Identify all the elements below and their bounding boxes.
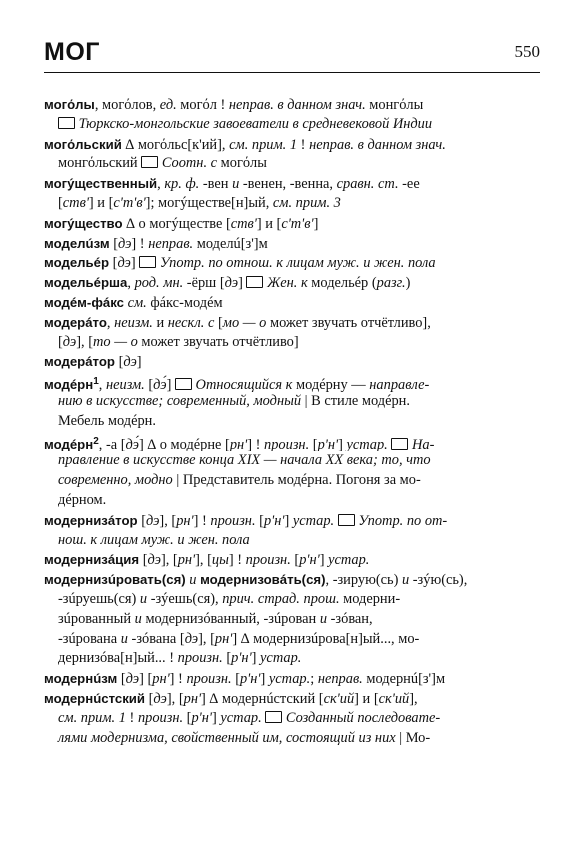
text-run: [ — [145, 690, 154, 707]
entry-line — [44, 610, 540, 630]
text-run: [ — [117, 671, 126, 688]
homonym-number: 2 — [93, 435, 99, 447]
text-run: [ — [183, 709, 192, 726]
text-run: -ёрш [ — [183, 275, 225, 292]
text-run: [ — [114, 354, 124, 371]
dictionary-entry — [44, 135, 540, 175]
text-run: ], [ — [76, 333, 94, 350]
text-run: ! — [125, 709, 138, 726]
dictionary-entry — [44, 174, 540, 214]
dictionary-entry — [44, 313, 540, 353]
text-run: ] — [313, 215, 319, 232]
italic-text: см. прим. 3 — [272, 194, 341, 211]
italic-text: устар. — [260, 650, 302, 667]
entry-line — [44, 174, 540, 194]
text-run: [ — [58, 194, 63, 211]
entry-line — [44, 432, 540, 452]
italic-text: произн. — [210, 512, 256, 529]
italic-text: Созданный последовате- — [282, 709, 441, 726]
italic-text: и — [120, 630, 128, 647]
entry-line — [44, 154, 540, 174]
dictionary-entry — [44, 550, 540, 570]
text-run: -зýю(сь), — [409, 572, 468, 589]
text-run: [ — [309, 436, 318, 452]
entry-line — [44, 511, 540, 531]
italic-text: сравн. ст. — [336, 176, 399, 193]
text-run: зúрованный — [58, 610, 135, 627]
dictionary-entry — [44, 432, 540, 511]
text-run: [ — [222, 650, 232, 667]
entry-line — [44, 214, 540, 234]
header-rule — [44, 72, 540, 73]
italic-text: р'н' — [239, 671, 261, 688]
italic-text: и — [232, 176, 240, 193]
text-run: ] ! — [131, 235, 149, 252]
entry-line — [44, 451, 540, 471]
text-run: -зýешь(ся), — [147, 590, 223, 607]
entry-headword: моделúзм — [44, 235, 110, 251]
page-number: 550 — [514, 42, 540, 61]
italic-text: дэ — [125, 671, 140, 688]
italic-text: дэ — [224, 275, 239, 292]
text-run: [ — [109, 235, 118, 252]
italic-text: дэ — [184, 630, 199, 647]
entry-headword: могόлы — [44, 97, 95, 112]
text-run: и — [152, 314, 168, 331]
italic-text: и — [401, 572, 410, 589]
text-run: -зúруешь(ся) — [58, 590, 140, 607]
entry-headword: модернизовáть(ся) — [200, 572, 326, 588]
italic-text: неправ. — [148, 235, 194, 252]
text-run: ] ! — [193, 512, 211, 529]
dictionary-entry — [44, 95, 540, 135]
text-run: монгόлы — [365, 97, 424, 113]
italic-text: Тюркско-монгольские завоеватели в средневековой Индии — [75, 115, 433, 132]
italic-text: дэ — [62, 333, 77, 350]
italic-text: ед. — [159, 97, 177, 113]
text-run: ], [ — [166, 690, 184, 707]
text-run: [ — [109, 255, 118, 272]
italic-text: и — [139, 590, 148, 607]
definition-box-icon — [246, 276, 263, 288]
text-run: -венен, -венна, — [239, 176, 337, 193]
italic-text: лями модернизма, свойственный им, состоящий из них — [58, 729, 396, 746]
italic-text: дэ́ — [153, 377, 167, 392]
dictionary-entry — [44, 372, 540, 431]
page-header — [44, 37, 540, 67]
italic-text: неправ. в данном знач. — [309, 136, 446, 153]
entry-line — [44, 293, 540, 313]
italic-text: неизм. — [105, 377, 145, 392]
italic-text: см. прим. 1 — [229, 136, 298, 153]
text-run: монгόльский — [58, 155, 142, 172]
italic-text: устар. — [220, 709, 262, 726]
text-run: могόлы — [217, 155, 267, 172]
text-run: дéрном. — [58, 491, 107, 508]
definition-box-icon — [58, 117, 75, 129]
italic-text: ск'ий — [378, 690, 410, 707]
text-run: ], [ — [159, 512, 177, 529]
text-run: ] — [284, 512, 293, 529]
dictionary-entry — [44, 253, 540, 273]
dictionary-entry — [44, 214, 540, 234]
entry-line — [44, 313, 540, 333]
italic-text: дэ — [147, 552, 161, 569]
text-run: | Мо- — [395, 729, 431, 746]
entry-line — [44, 630, 540, 650]
text-run: ], [ — [198, 630, 215, 647]
text-run: , — [157, 176, 165, 193]
entry-line — [44, 412, 540, 432]
italic-text: род. мн. — [134, 275, 184, 292]
italic-text: р'н' — [191, 709, 212, 726]
italic-text: рн' — [229, 436, 248, 452]
text-run: ] и [ — [88, 194, 114, 211]
entry-line — [44, 649, 540, 669]
italic-text: дэ — [117, 235, 132, 252]
text-run: , могόлов, — [94, 97, 160, 113]
definition-box-icon — [338, 514, 355, 526]
entry-headword: модернизúровать(ся) — [44, 572, 186, 588]
entry-line — [44, 194, 540, 214]
text-run: ; — [310, 671, 318, 688]
entry-line — [44, 590, 540, 610]
entry-line — [44, 531, 540, 551]
text-run: модéрну — — [292, 377, 370, 392]
italic-text: Соотн. с — [158, 155, 218, 172]
entry-line — [44, 709, 540, 729]
italic-text: прич. страд. прош. — [222, 590, 340, 607]
text-run: -зóвана [ — [127, 630, 185, 647]
text-run: ] — [130, 255, 140, 272]
italic-text: На- — [408, 436, 435, 452]
text-run: модернú[з']м — [362, 671, 446, 688]
text-run: ] ∆ модернúстский [ — [201, 690, 324, 707]
text-run: [ — [58, 333, 63, 350]
italic-text: произн. — [264, 436, 310, 452]
text-run: ] — [238, 275, 247, 292]
text-run: могόл ! — [176, 97, 229, 113]
text-run: ], [ — [195, 552, 212, 569]
text-run: | Представитель модéрна. Погоня за мо- — [172, 472, 421, 489]
text-run: ] ! — [228, 552, 246, 569]
entry-headword: модельéрша — [44, 275, 128, 291]
italic-text: устар. — [346, 436, 388, 452]
text-run: [ — [255, 512, 264, 529]
italic-text: направле- — [369, 377, 430, 392]
text-run: ] — [260, 671, 269, 688]
text-run: | В стиле модéрн. — [301, 392, 410, 409]
italic-text: рн' — [176, 512, 194, 529]
text-run: ) — [405, 275, 411, 292]
italic-text: рн' — [177, 552, 196, 569]
text-run: моделú[з']м — [193, 235, 268, 252]
entry-line — [44, 570, 540, 590]
text-run: ] ! — [169, 671, 187, 688]
text-run: дернизóва[н]ый... ! — [58, 650, 178, 667]
italic-text: р'н' — [317, 436, 339, 452]
text-run: [ — [231, 671, 240, 688]
running-head: МОГ — [44, 38, 100, 66]
italic-text: и — [319, 610, 328, 627]
entry-line — [44, 234, 540, 254]
italic-text: дэ — [117, 255, 131, 272]
entry-headword: модерáтор — [44, 354, 115, 370]
text-run: ] ! — [247, 436, 265, 452]
definition-box-icon — [141, 156, 158, 168]
italic-text: р'н' — [299, 552, 320, 569]
dictionary-entry — [44, 570, 540, 669]
entry-line — [44, 392, 540, 412]
text-run: ] — [211, 709, 221, 726]
text-run: , -а [ — [98, 436, 126, 452]
text-run: , — [98, 377, 106, 392]
italic-text: дэ — [145, 512, 160, 529]
dictionary-entry — [44, 273, 540, 293]
entry-headword: модерáто — [44, 314, 107, 330]
italic-text: и — [189, 572, 197, 589]
italic-text: см. — [127, 294, 147, 311]
entry-headword: могýщественный — [44, 176, 158, 192]
text-run: ]; могýществе[н]ый, — [145, 194, 273, 211]
italic-text: произн. — [177, 650, 223, 667]
entry-line — [44, 135, 540, 155]
text-run: ] [ — [139, 671, 153, 688]
italic-text: то — о — [93, 333, 138, 350]
italic-text: устар. — [292, 512, 335, 529]
italic-text: дэ — [153, 690, 167, 707]
entry-line — [44, 273, 540, 293]
italic-text: произн. — [137, 709, 184, 726]
entry-headword: могýщество — [44, 215, 123, 231]
italic-text: Жен. к — [263, 275, 308, 292]
text-run: ] — [319, 552, 329, 569]
italic-text: с'т'в' — [113, 194, 146, 211]
text-run: ] и [ — [256, 215, 282, 232]
text-run: , — [127, 275, 135, 292]
entry-headword: могόльский — [44, 136, 122, 152]
text-run: ] — [136, 354, 142, 371]
dictionary-entries — [44, 95, 540, 748]
text-run: -вен — [199, 176, 233, 193]
definition-box-icon — [391, 438, 408, 450]
entry-line — [44, 689, 540, 709]
italic-text: устар. — [268, 671, 311, 688]
text-run: ] — [166, 377, 175, 392]
entry-line — [44, 471, 540, 491]
italic-text: р'н' — [263, 512, 285, 529]
entry-line — [44, 669, 540, 689]
italic-text: Употр. по от- — [354, 512, 448, 529]
text-run: ] ∆ о модéрне [ — [138, 436, 230, 452]
entry-headword: модельéр — [44, 255, 110, 271]
text-run: [ — [214, 314, 223, 331]
text-run: -зóван, — [327, 610, 373, 627]
text-run: ] — [251, 650, 261, 667]
italic-text: произн. — [186, 671, 232, 688]
dictionary-entry — [44, 234, 540, 254]
text-run: ∆ могόльс[к'ий], — [121, 136, 230, 153]
italic-text: рн' — [183, 690, 202, 707]
italic-text: рн' — [214, 630, 233, 647]
italic-text: ств' — [62, 194, 89, 211]
entry-line — [44, 729, 540, 749]
text-run: ∆ о могýществе [ — [122, 215, 231, 232]
entry-headword: модернизáция — [44, 552, 140, 568]
text-run: модернизóванный, -зúрован — [141, 610, 320, 627]
text-run: ] — [338, 436, 347, 452]
italic-text: современно, модно — [58, 472, 173, 489]
entry-headword: модернúзм — [44, 671, 118, 687]
italic-text: цы — [211, 552, 229, 569]
italic-text: разг. — [376, 275, 406, 292]
entry-headword: модернизáтор — [44, 512, 138, 528]
entry-line — [44, 352, 540, 372]
italic-text: ств' — [230, 215, 257, 232]
definition-box-icon — [175, 378, 192, 390]
entry-headword: модéрн — [44, 377, 94, 392]
dictionary-entry — [44, 352, 540, 372]
definition-box-icon — [139, 256, 156, 268]
italic-text: ск'ий — [323, 690, 355, 707]
italic-text: дэ — [123, 354, 137, 371]
text-run: ] ∆ модернизúрова[н]ый..., мо- — [232, 630, 420, 647]
italic-text: дэ́ — [125, 436, 139, 452]
definition-box-icon — [265, 711, 282, 723]
italic-text: нош. к лицам муж. и жен. пола — [58, 531, 250, 548]
italic-text: р'н' — [231, 650, 252, 667]
italic-text: правление в искусстве конца XIX — начала XX века; то, что — [58, 452, 431, 469]
entry-line — [44, 550, 540, 570]
text-run: ! — [297, 136, 310, 153]
italic-text: с'т'в' — [281, 215, 314, 232]
text-run: может звучать отчётливо], — [266, 314, 431, 331]
text-run: фáкс-модéм — [146, 294, 223, 311]
text-run: ], — [409, 690, 418, 707]
italic-text: произн. — [245, 552, 291, 569]
entry-headword: модéрн — [44, 436, 94, 452]
text-run: [ — [290, 552, 300, 569]
text-run: ], [ — [160, 552, 178, 569]
italic-text: мо — о — [222, 314, 267, 331]
dictionary-entry — [44, 293, 540, 313]
entry-headword: модернúстский — [44, 690, 146, 706]
text-run: [ — [144, 377, 154, 392]
italic-text: рн' — [152, 671, 170, 688]
text-run: Мебель модéрн. — [58, 412, 156, 429]
text-run: ] и [ — [354, 690, 379, 707]
italic-text: и — [134, 610, 142, 627]
text-run: -зúрована — [58, 630, 121, 647]
dictionary-entry — [44, 511, 540, 551]
entry-line — [44, 115, 540, 135]
italic-text: неправ. — [317, 671, 363, 688]
entry-headword: модéм-фáкс — [44, 294, 124, 310]
text-run: , -зирую(сь) — [325, 572, 402, 589]
italic-text: Употр. по отнош. к лицам муж. и жен. пола — [156, 255, 436, 272]
text-run: -ее — [398, 176, 420, 193]
italic-text: Относящийся к — [191, 377, 293, 392]
text-run: [ — [139, 552, 148, 569]
italic-text: нескл. с — [167, 314, 215, 331]
italic-text: см. прим. 1 — [58, 709, 126, 726]
text-run: модерни- — [339, 590, 401, 607]
homonym-number: 1 — [93, 376, 99, 388]
dictionary-entry — [44, 669, 540, 689]
italic-text: нию в искусстве; современный, модный — [58, 392, 302, 409]
text-run: модельéр ( — [307, 275, 377, 292]
italic-text: неправ. в данном знач. — [228, 97, 366, 113]
italic-text: неизм. — [114, 314, 153, 331]
entry-line — [44, 372, 540, 392]
entry-line — [44, 95, 540, 115]
text-run: [ — [137, 512, 146, 529]
text-run: может звучать отчётливо] — [137, 333, 299, 350]
dictionary-entry — [44, 689, 540, 748]
entry-line — [44, 253, 540, 273]
italic-text: устар. — [328, 552, 370, 569]
entry-line — [44, 491, 540, 511]
italic-text: кр. ф. — [164, 176, 200, 193]
text-run: , — [106, 314, 115, 331]
entry-line — [44, 333, 540, 353]
